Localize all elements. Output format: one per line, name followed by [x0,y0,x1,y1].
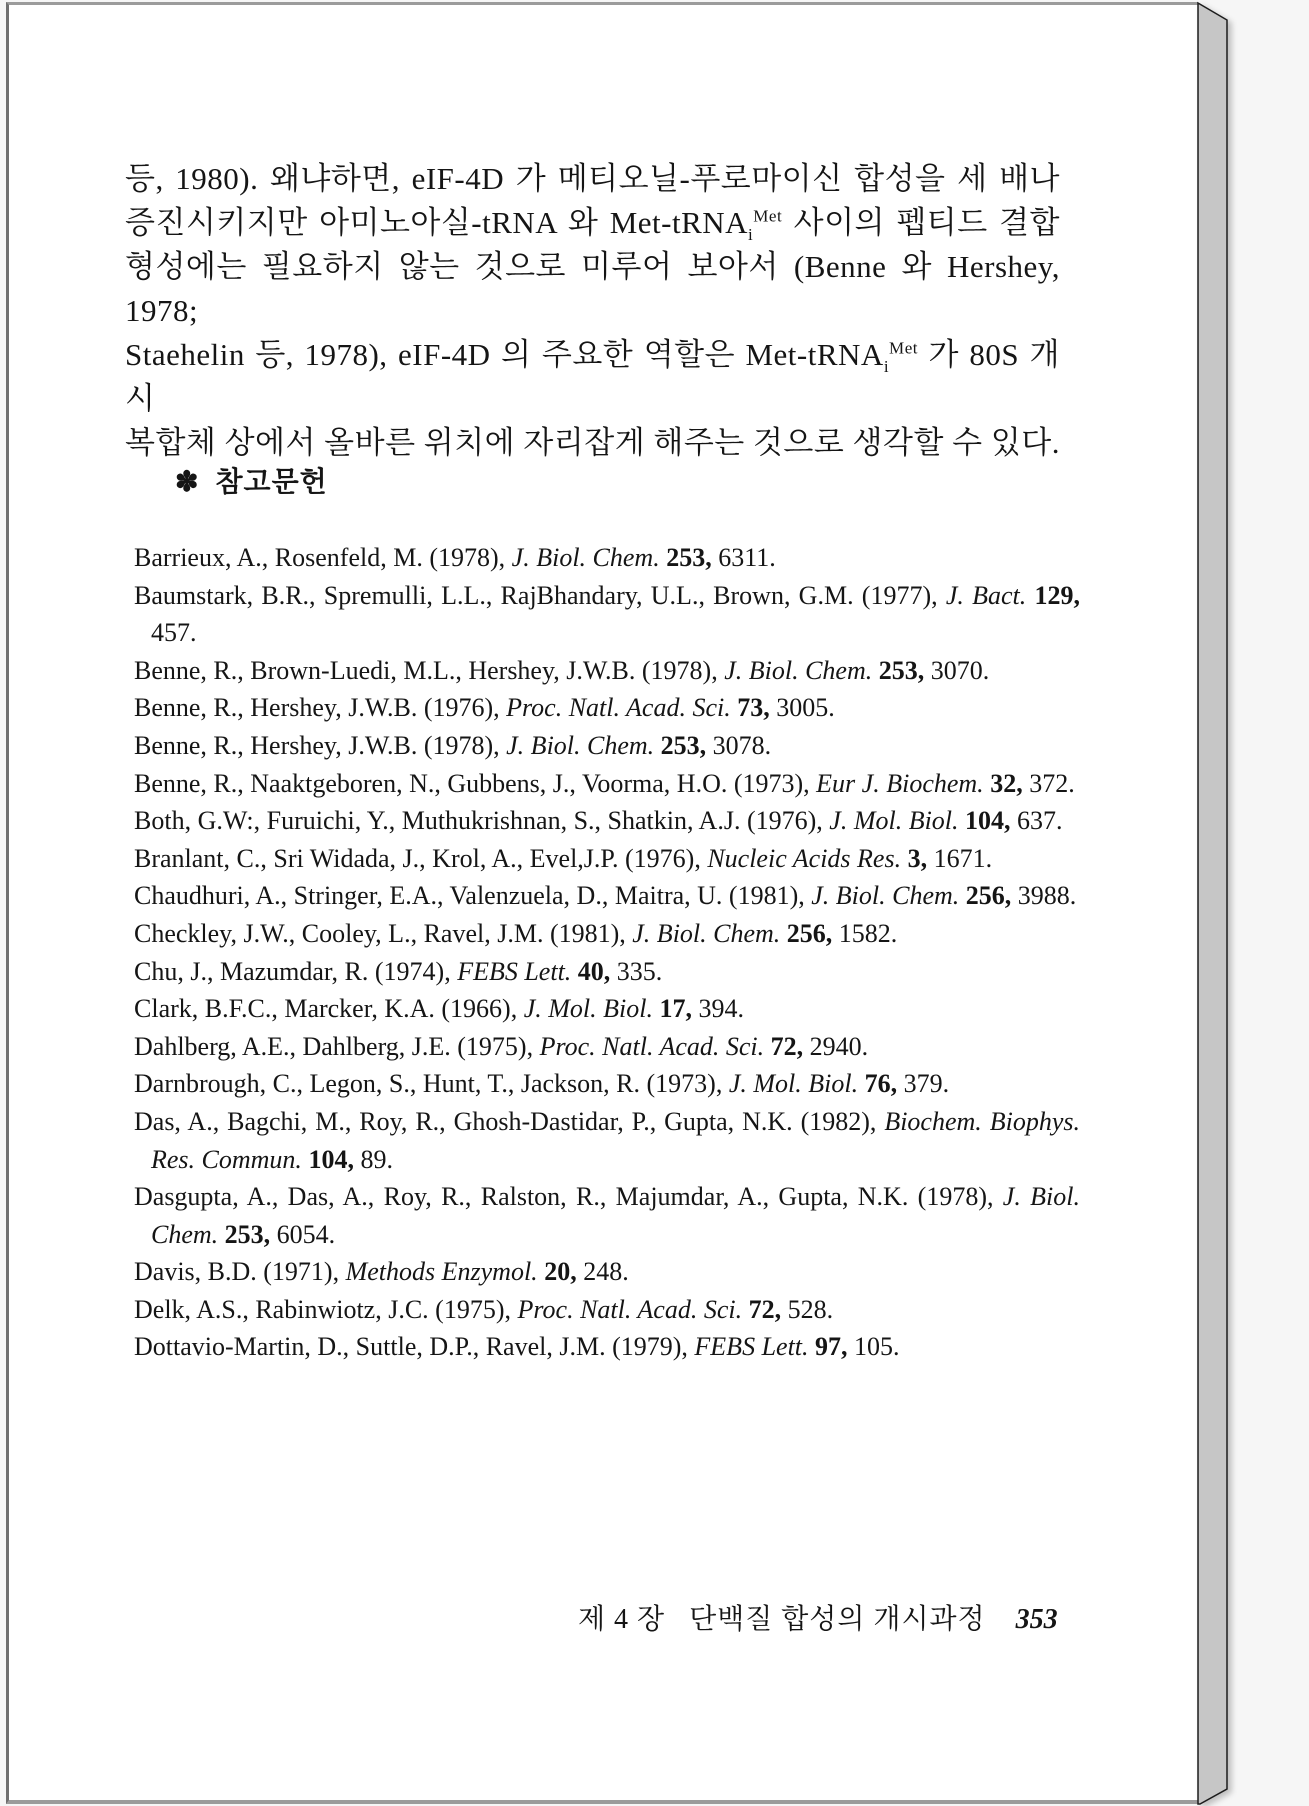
page-edge-strip [1198,3,1227,1804]
reference-item: Baumstark, B.R., Spremulli, L.L., RajBhandary, U.L., Brown, G.M. (1977), J. Bact. 129, 457. [134,580,1081,648]
reference-item: Clark, B.F.C., Marcker, K.A. (1966), J. Mol. Biol. 17, 394. [134,994,744,1024]
reference-item: Dahlberg, A.E., Dahlberg, J.E. (1975), Proc. Natl. Acad. Sci. 72, 2940. [134,1031,869,1061]
reference-item: Dasgupta, A., Das, A., Roy, R., Ralston, R., Majumdar, A., Gupta, N.K. (1978), J. Biol. Chem. 253, 6054. [134,1182,1080,1249]
intro-paragraph [125,157,1060,465]
reference-item: Benne, R., Naaktgeboren, N., Gubbens, J., Voorma, H.O. (1973), Eur J. Biochem. 32, 372. [134,768,1075,798]
footer-chapter: 제 4 장 [578,1604,666,1635]
intro-line: 복합체 상에서 올바른 위치에 자리잡게 해주는 것으로 생각할 수 있다. [125,425,1060,460]
reference-item: Benne, R., Brown-Luedi, M.L., Hershey, J.W.B. (1978), J. Biol. Chem. 253, 3070. [134,655,990,685]
reference-item: Delk, A.S., Rabinwiotz, J.C. (1975), Proc. Natl. Acad. Sci. 72, 528. [134,1294,834,1324]
intro-line: 증진시키지만 아미노아실-tRNA 와 Met-tRNA$_i^{Met}$ 사이의 펩티드 결합 [125,205,1060,245]
page-footer [578,1597,1058,1637]
references-heading [175,460,328,500]
reference-item: Both, G.W:, Furuichi, Y., Muthukrishnan, S., Shatkin, A.J. (1976), J. Mol. Biol. 104, 637. [134,806,1063,836]
reference-item: Chaudhuri, A., Stringer, E.A., Valenzuela, D., Maitra, U. (1981), J. Biol. Chem. 256, 3988. [134,881,1077,911]
intro-line: Staehelin 등, 1978), eIF-4D 의 주요한 역할은 Met-tRNA$_i^{Met}$ 가 80S 개시 [125,337,1060,416]
page [6,2,1198,1804]
reference-item: Benne, R., Hershey, J.W.B. (1978), J. Biol. Chem. 253, 3078. [134,730,772,760]
reference-item: Benne, R., Hershey, J.W.B. (1976), Proc. Natl. Acad. Sci. 73, 3005. [134,693,835,723]
reference-item: Das, A., Bagchi, M., Roy, R., Ghosh-Dastidar, P., Gupta, N.K. (1982), Biochem. Biophys. Res. Commun. 104, 89. [134,1106,1080,1174]
footer-section-title: 단백질 합성의 개시과정 [689,1604,986,1635]
reference-item: Branlant, C., Sri Widada, J., Krol, A., Evel,J.P. (1976), Nucleic Acids Res. 3, 1671. [134,843,993,873]
footer-page-number: 353 [1015,1604,1058,1635]
reference-item: Chu, J., Mazumdar, R. (1974), FEBS Lett. 40, 335. [134,956,663,986]
reference-item: Dottavio-Martin, D., Suttle, D.P., Ravel, J.M. (1979), FEBS Lett. 97, 105. [134,1332,900,1362]
reference-item: Checkley, J.W., Cooley, L., Ravel, J.M. (1981), J. Biol. Chem. 256, 1582. [134,918,898,948]
references-heading-label: 참고문헌 [215,467,328,498]
reference-item: Darnbrough, C., Legon, S., Hunt, T., Jackson, R. (1973), J. Mol. Biol. 76, 379. [134,1069,950,1099]
reference-list [134,539,1080,1366]
intro-line: 형성에는 필요하지 않는 것으로 미루어 보아서 (Benne 와 Hershey, 1978; [125,249,1060,328]
asterisk-icon: ✽ [175,467,200,498]
reference-item: Barrieux, A., Rosenfeld, M. (1978), J. Biol. Chem. 253, 6311. [134,543,776,572]
intro-line: 등, 1980). 왜냐하면, eIF-4D 가 메티오닐-푸로마이신 합성을 세 배나 [125,161,1060,196]
reference-item: Davis, B.D. (1971), Methods Enzymol. 20, 248. [134,1257,629,1287]
